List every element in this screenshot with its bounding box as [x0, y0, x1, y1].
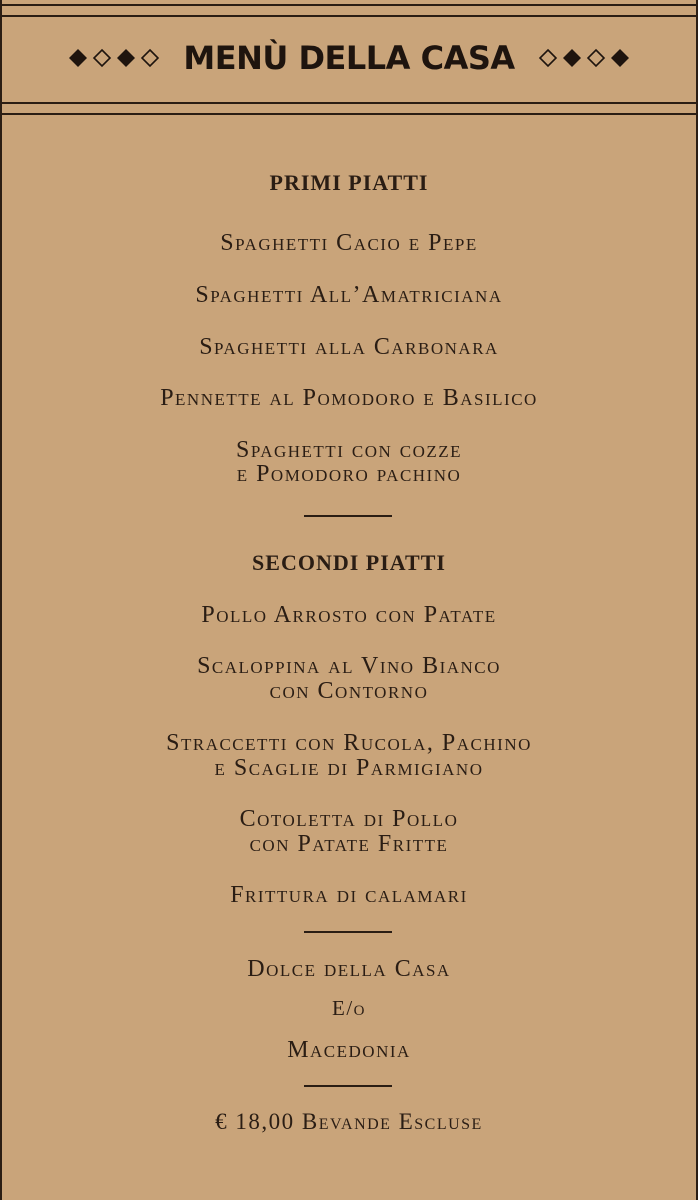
- menu-item-cozze-line1: Spaghetti con cozze: [235, 437, 463, 463]
- menu-item-carbonara: Spaghetti alla Carbonara: [199, 334, 499, 360]
- menu-item-scaloppina-line1: Scaloppina al Vino Bianco: [197, 653, 501, 679]
- menu-item-frittura: Frittura di calamari: [230, 882, 468, 908]
- menu-item-cotoletta-line2: con Patate Fritte: [249, 831, 449, 857]
- menu-item-cozze-line2: e Pomodoro pachino: [236, 461, 462, 487]
- menu-item-amatriciana: Spaghetti All’Amatriciana: [195, 282, 503, 308]
- menu-header: [0, 18, 698, 98]
- filled-diamond-icon: [561, 47, 583, 69]
- menu-item-pennette: Pennette al Pomodoro e Basilico: [160, 385, 538, 411]
- header-rule-lower: [0, 113, 698, 115]
- outline-diamond-icon: [91, 47, 113, 69]
- menu-item-straccetti-line2: e Scaglie di Parmigiano: [214, 755, 484, 781]
- menu-item-cacio-pepe: Spaghetti Cacio e Pepe: [220, 230, 478, 256]
- filled-diamond-icon: [67, 47, 89, 69]
- section-title-primi: PRIMI PIATTI: [269, 170, 429, 195]
- menu-item-straccetti-line1: Straccetti con Rucola, Pachino: [166, 730, 532, 756]
- top-rule-lower: [0, 15, 698, 17]
- menu-item-cotoletta-line1: Cotoletta di Pollo: [239, 806, 459, 832]
- menu-item-scaloppina-line2: con Contorno: [269, 678, 429, 704]
- filled-diamond-icon: [115, 47, 137, 69]
- price-label: € 18,00 Bevande Escluse: [215, 1109, 483, 1134]
- section-title-secondi: SECONDI PIATTI: [252, 550, 446, 575]
- filled-diamond-icon: [609, 47, 631, 69]
- dessert-connector: E/o: [332, 996, 366, 1020]
- top-rule-upper: [0, 4, 698, 6]
- header-rule-upper: [0, 102, 698, 104]
- outline-diamond-icon: [537, 47, 559, 69]
- left-diamond-ornament: [67, 47, 161, 69]
- section-divider: [304, 515, 392, 517]
- menu-title: MENÙ DELLA CASA: [183, 39, 515, 77]
- section-divider: [304, 931, 392, 933]
- menu-item-dolce: Dolce della Casa: [247, 956, 451, 982]
- menu-item-macedonia: Macedonia: [287, 1037, 411, 1063]
- menu-item-pollo-arrosto: Pollo Arrosto con Patate: [201, 602, 497, 628]
- right-diamond-ornament: [537, 47, 631, 69]
- outline-diamond-icon: [585, 47, 607, 69]
- outline-diamond-icon: [139, 47, 161, 69]
- section-divider: [304, 1085, 392, 1087]
